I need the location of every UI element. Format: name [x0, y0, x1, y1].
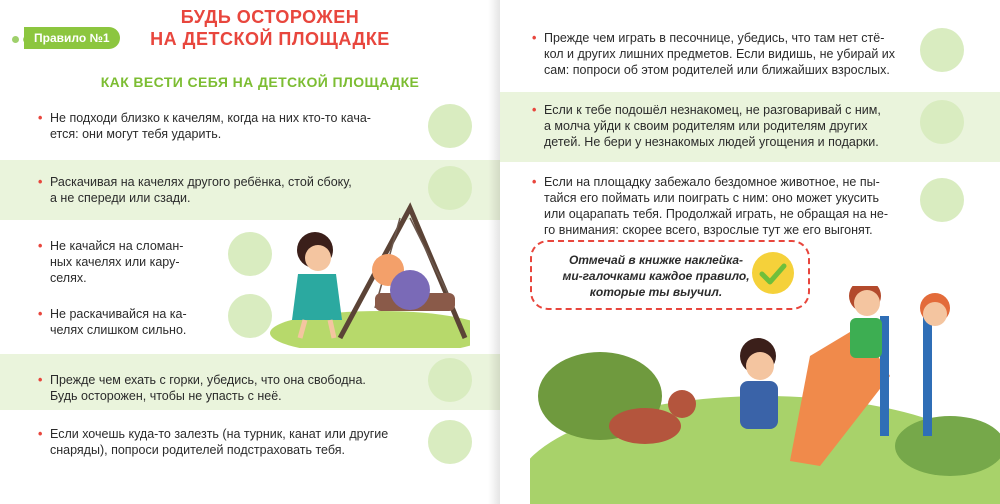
rule-item: • Не подходи близко к качелям, когда на них кто-то кача- ется: они могут тебя ударить. — [38, 111, 371, 141]
swing-illustration — [260, 198, 470, 348]
bullet-dot-icon: • — [532, 103, 537, 117]
sticker-circle — [920, 178, 964, 222]
bullet-dot-icon: • — [38, 175, 43, 189]
bullet-dot-icon: • — [38, 111, 43, 125]
rule-item: • Не раскачивайся на ка- челях слишком сильно. — [38, 307, 187, 337]
page-subtitle: КАК ВЕСТИ СЕБЯ НА ДЕТСКОЙ ПЛОЩАДКЕ — [100, 74, 420, 90]
sticker-instruction-text: Отмечай в книжке наклейка- ми-галочками каждое правило, которые ты выучил. — [562, 253, 750, 299]
rule-item: • Раскачивая на качелях другого ребёнка, стой сбоку, а не спереди или сзади. — [38, 175, 352, 205]
sticker-circle — [428, 420, 472, 464]
title-line-2: НА ДЕТСКОЙ ПЛОЩАДКЕ — [150, 29, 390, 49]
bullet-dot-icon: • — [38, 427, 43, 441]
rule-item: • Если на площадку забежало бездомное животное, не пы- тайся его поймать или поиграть с ним: оно может укусить или оцарапать тебя. Продолжай играть, не обращая на не- го внимания: скорее всего, взрослые тут же его выгонят. — [532, 175, 889, 237]
bullet-dot-icon: • — [38, 307, 43, 321]
rule-item: • Если хочешь куда-то залезть (на турник, канат или другие снаряды), попроси родителей подстраховать тебя. — [38, 427, 389, 457]
sticker-circle — [920, 28, 964, 72]
playground-illustration — [530, 286, 1000, 504]
sticker-circle — [920, 100, 964, 144]
rule-item: • Не качайся на сломан- ных качелях или кару- селях. — [38, 239, 184, 285]
rule-tag: Правило №1 — [24, 27, 120, 49]
bullet-dot-icon: • — [532, 175, 537, 189]
rule-item: • Прежде чем играть в песочнице, убедись, что там нет стё- кол и других лишних предметов. Если видишь, не убирай их сам: попроси об этом родителей или ближайших взрослых. — [532, 31, 896, 77]
checkmark-icon — [752, 252, 794, 294]
sticker-circle — [428, 104, 472, 148]
rule-item: • Если к тебе подошёл незнакомец, не разговаривай с ним, а молча уйди к своим родителям или родителям других детей. Не бери у незнакомых людей угощения и подарки. — [532, 103, 881, 149]
page-title — [150, 6, 390, 50]
title-line-1: БУДЬ ОСТОРОЖЕН — [180, 7, 360, 27]
sticker-circle — [428, 358, 472, 402]
bullet-dot-icon: • — [532, 31, 537, 45]
bullet-dot-icon: • — [38, 373, 43, 387]
dot-icon — [12, 36, 19, 43]
bullet-dot-icon: • — [38, 239, 43, 253]
rule-item: • Прежде чем ехать с горки, убедись, что она свободна. Будь осторожен, чтобы не упасть с неё. — [38, 373, 366, 403]
checkmark-icon — [752, 252, 794, 294]
